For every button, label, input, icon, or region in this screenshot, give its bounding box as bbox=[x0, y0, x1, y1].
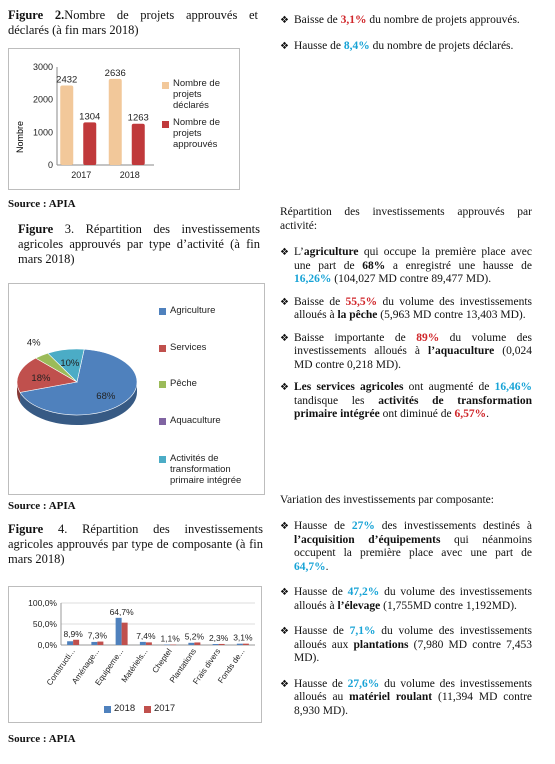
paragraph-repartition-activite: Répartition des investissements approuvés par activité: bbox=[280, 206, 532, 232]
fig3-legend-swatch-peche bbox=[159, 381, 166, 388]
fig4-x-tick-label: Fonds de... bbox=[216, 646, 247, 685]
fig2-legend-swatch-approved bbox=[162, 121, 169, 128]
fig3-legend-transformation: Activités de transformation primaire intégrée bbox=[170, 453, 242, 486]
bullet-peche: ❖ Baisse de 55,5% du volume des investissements alloués à la pêche (5,963 MD contre 13,403 MD). bbox=[280, 295, 532, 321]
bullet-aquaculture: ❖ Baisse importante de 89% du volume des investissements alloués à l’aquaculture (0,024 MD contre 0,218 MD). bbox=[280, 331, 532, 371]
fig2-legend-approved: Nombre de projets approuvés bbox=[173, 117, 220, 150]
fig4-legend-swatch-2018 bbox=[104, 706, 111, 713]
fig4-data-label: 3,1% bbox=[233, 632, 253, 643]
figure-4-chart bbox=[8, 586, 262, 723]
fig2-data-label: 1263 bbox=[127, 112, 149, 124]
diamond-bullet-icon: ❖ bbox=[280, 332, 289, 344]
fig4-data-label: 7,3% bbox=[87, 630, 108, 641]
fig4-bar bbox=[67, 641, 73, 645]
fig4-x-tick-label: Aménage... bbox=[70, 646, 102, 686]
fig3-legend-swatch-agriculture bbox=[159, 308, 166, 315]
bullets-group-1 bbox=[280, 14, 532, 62]
fig3-slice-label: 4% bbox=[26, 337, 41, 349]
fig4-bar bbox=[243, 644, 249, 645]
fig2-legend-declared: Nombre de projets déclarés bbox=[173, 78, 220, 111]
fig2-bar bbox=[132, 124, 145, 165]
fig4-bar bbox=[140, 642, 146, 645]
figure-4-text: Répartition des investissements agricoles approuvés par type de composante (à fin mars 2018) bbox=[8, 522, 263, 566]
fig2-data-label: 1304 bbox=[79, 111, 101, 123]
fig2-x-tick-label: 2018 bbox=[119, 170, 140, 180]
bullet-equipements: ❖ Hausse de 27% des investissements destinés à l’acquisition d’équipements qui néanmoins occupent la première place avec une part de 64,7%. bbox=[280, 520, 532, 573]
fig4-data-label: 1,1% bbox=[160, 633, 180, 644]
bullets-group-2 bbox=[280, 246, 532, 431]
paragraph-variation-composante: Variation des investissements par composante: bbox=[280, 494, 494, 506]
fig2-x-tick-label: 2017 bbox=[71, 170, 92, 180]
diamond-bullet-icon: ❖ bbox=[280, 40, 289, 52]
figure-3-source: Source : APIA bbox=[8, 500, 76, 512]
figure-3-chart bbox=[8, 283, 265, 495]
fig4-data-label: 7,4% bbox=[136, 630, 156, 641]
fig3-slice-label: 10% bbox=[60, 357, 80, 369]
figure-4-source: Source : APIA bbox=[8, 733, 76, 745]
fig2-bar bbox=[109, 79, 122, 165]
fig2-data-label: 2636 bbox=[104, 67, 126, 79]
diamond-bullet-icon: ❖ bbox=[280, 626, 289, 637]
diamond-bullet-icon: ❖ bbox=[280, 382, 289, 393]
fig4-bar bbox=[213, 644, 219, 645]
figure-4-label: Figure bbox=[8, 522, 44, 536]
fig4-x-tick-label: Frais divers bbox=[191, 646, 223, 687]
fig4-data-label: 8,9% bbox=[63, 628, 83, 639]
fig3-slice-label: 68% bbox=[96, 390, 116, 402]
bullet-materiel-roulant: ❖ Hausse de 27,6% du volume des investissements alloués au matériel roulant (11,394 MD contre 8,930 MD). bbox=[280, 677, 533, 717]
figure-3-svg bbox=[9, 284, 149, 494]
figure-2-label: Figure 2. bbox=[8, 8, 65, 22]
fig2-y-tick-label: 3000 bbox=[32, 62, 53, 72]
figure-4-num: 4. bbox=[43, 522, 68, 536]
diamond-bullet-icon: ❖ bbox=[280, 678, 289, 690]
fig2-y-tick-label: 0 bbox=[47, 160, 53, 170]
bullets-group-3 bbox=[280, 520, 532, 727]
fig4-data-label: 2,3% bbox=[208, 632, 229, 643]
fig2-y-tick-label: 1000 bbox=[32, 127, 53, 138]
fig4-bar bbox=[164, 645, 170, 646]
bullet-agriculture: ❖ L’agriculture qui occupe la première place avec une part de 68% a enregistré une hausse de 16,26% (104,027 MD contre 89,477 MD). bbox=[280, 246, 532, 285]
figure-4-title bbox=[8, 522, 263, 567]
fig4-x-tick-label: Matériels... bbox=[119, 646, 150, 685]
bullet-hausse-declares: ❖ Hausse de 8,4% du nombre de projets déclarés. bbox=[280, 39, 514, 52]
figure-3-text: Répartition des investissements agricoles approuvés par type d’activité (à fin mars 2018) bbox=[18, 222, 260, 266]
fig3-legend-agriculture: Agriculture bbox=[170, 305, 216, 316]
diamond-bullet-icon: ❖ bbox=[280, 587, 289, 598]
figure-2-source: Source : APIA bbox=[8, 198, 76, 210]
fig4-x-tick-label: Cheptel bbox=[150, 646, 174, 675]
figure-2-chart bbox=[8, 48, 240, 190]
fig4-legend-2017: 2017 bbox=[154, 703, 176, 714]
fig4-bar bbox=[116, 618, 122, 645]
fig4-x-tick-label: Equipeme... bbox=[93, 646, 126, 688]
fig3-slice-label: 18% bbox=[31, 373, 51, 385]
bullet-baisse-approuves: ❖ Baisse de 3,1% du nombre de projets approuvés. bbox=[280, 14, 520, 26]
fig2-bar bbox=[60, 86, 73, 165]
figure-4-svg bbox=[9, 587, 261, 722]
bullet-services-transformation: ❖ Les services agricoles ont augmenté de 16,46% tandisque les activités de transformation primaire intégrée ont diminué de 6,57%. bbox=[280, 381, 532, 420]
fig3-legend-swatch-aquaculture bbox=[159, 418, 166, 425]
fig4-y-tick-label: 50,0% bbox=[32, 619, 57, 629]
diamond-bullet-icon: ❖ bbox=[280, 15, 289, 26]
fig4-bar bbox=[91, 642, 97, 645]
figure-2-text: Nombre de projets approuvés et déclarés (à fin mars 2018) bbox=[8, 8, 258, 37]
fig3-legend-swatch-transformation bbox=[159, 456, 166, 463]
fig4-bar bbox=[73, 640, 79, 645]
fig4-legend-2018: 2018 bbox=[114, 703, 136, 714]
fig4-bar bbox=[237, 644, 243, 645]
fig3-legend-peche: Pêche bbox=[170, 378, 197, 389]
figure-3-label: Figure bbox=[18, 222, 54, 236]
figure-3-num: 3. bbox=[53, 222, 75, 236]
fig3-legend-aquaculture: Aquaculture bbox=[170, 415, 221, 426]
fig3-legend-services: Services bbox=[170, 342, 207, 353]
fig4-y-tick-label: 0,0% bbox=[37, 640, 57, 650]
fig4-y-tick-label: 100,0% bbox=[28, 598, 57, 608]
fig4-bar bbox=[170, 645, 176, 646]
fig4-bar bbox=[146, 642, 152, 645]
diamond-bullet-icon: ❖ bbox=[280, 296, 289, 308]
diamond-bullet-icon: ❖ bbox=[280, 521, 289, 532]
fig4-data-label: 64,7% bbox=[109, 606, 134, 617]
fig2-y-tick-label: 2000 bbox=[32, 94, 53, 105]
fig2-bar bbox=[83, 122, 96, 165]
fig4-bar bbox=[219, 644, 225, 645]
figure-3-title bbox=[18, 222, 260, 267]
figure-2-title bbox=[8, 8, 258, 38]
fig3-legend-swatch-services bbox=[159, 345, 166, 352]
fig4-bar bbox=[194, 642, 200, 645]
bullet-elevage: ❖ Hausse de 47,2% du volume des investissements alloués à l’élevage (1,755MD contre 1,192MD). bbox=[280, 586, 532, 612]
fig4-x-tick-label: Constructi... bbox=[44, 646, 77, 688]
fig4-bar bbox=[97, 642, 103, 645]
fig4-data-label: 5,2% bbox=[184, 631, 205, 642]
fig2-ylabel: Nombre bbox=[15, 120, 25, 153]
fig2-data-label: 2432 bbox=[56, 74, 78, 86]
fig4-bar bbox=[122, 623, 128, 645]
diamond-bullet-icon: ❖ bbox=[280, 247, 289, 258]
bullet-plantations: ❖ Hausse de 7,1% du volume des investissements alloués aux plantations (7,980 MD contre 7,453 MD). bbox=[280, 625, 533, 664]
fig2-legend-swatch-declared bbox=[162, 82, 169, 89]
fig4-legend-swatch-2017 bbox=[144, 706, 151, 713]
fig4-x-tick-label: Plantations bbox=[167, 646, 199, 685]
fig4-bar bbox=[188, 643, 194, 645]
